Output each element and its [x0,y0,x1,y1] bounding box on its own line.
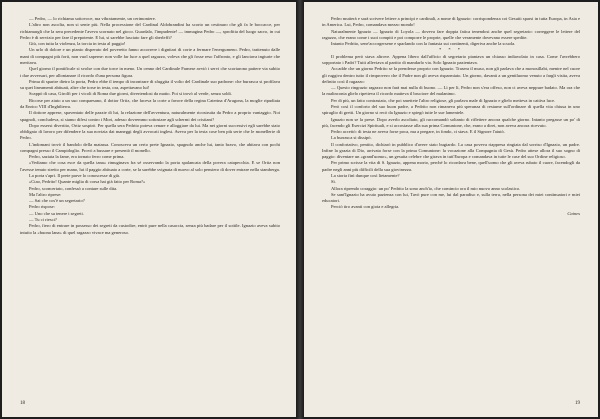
paragraph: Naturalmente Ignazio — Ignazio di Loyola — doveva fare doppia fatica tenendosi anche quel segretario: correggere le lettere del ragazzo, che erano come i suoi compiti e poi comporre le proprie, quelle che veramente dovevano essere spedite. [322,28,580,40]
paragraph: Pedro mutterà e sarà scrivere lettere a principi e cardinali, a nome di Ignazio: corrispondenza coi Gesuiti sparsi in tutta Europa, in Asia e in America. Lui, Pedro, comandava mezzo mondo! [322,16,580,28]
book-gutter [296,0,304,419]
paragraph: Accadde che un giorno Pedrito se la prendesse proprio con Ignazio. Trasera il muso, non gli parlava che a monosillabi, mentre nel cuore gli ruggiva dentro tutto il rimprovero che il Padre non gli aveva risparmiato. Un giorno, davanti a un gentiluomo venuto a fargli visita, aveva definito così il ragazzo: [322,66,580,84]
paragraph: Per primo scrisse la vita di S. Ignazio, appena morto, perché lo ricordava bene, quell'uomo che gli aveva rubato il cuore, facendogli da padre negli anni più difficili della sua giovinezza. [322,160,580,172]
paragraph: Un urlo di dolore e un pianto disperato del poveretto fanno accorrere i dignitari di corte a fermare l'energumeno. Pedro, trattenuto dalle mani di compagni più forti, non vuol saperne: non volle far luce a quel ragazzo, voleva che gli fosse reso l'affronto, e gli lanciava ingiurie che meritava. [20,47,280,65]
left-page-text [20,16,280,236]
paragraph: Per di più, un fatto contrastato, che poi smettete l'altro religiose, gli parlava male di Ignazio e glielo metteva in cattiva luce. [331,97,556,103]
paragraph: L'indomani trovò il bandolo della matassa. Conosceva un certo prete Ignazio, spagnolo anche lui, tanto bravo, che abitava con pochi compagni presso il Campidoglio. Provò a bussare e presentò il monello. [20,141,280,153]
paragraph: Pedro, fiero di entrare in possesso dei segreti da custodire, entrò pure nella casaccia, senza più badare per il sottile. Ignazio aveva subito intuito la «buona lana» di quel ragazzo vivace ma generoso. [20,223,280,235]
paragraph: L'altro non ascolta, non si sente più. Nella processione del Cardinal Aldobrandini ha scorto un cestinaro che gli fa le boccacce, per richiamargli che la sera precedente l'aveva scornato nel gioco. Guardalo, l'impudente! — immagina Pedro —, sprofitta del luogo sacro, in cui Pedro è di servizio per fare il prepotente. E lui, si sarebbe lasciato fare gli sberleffi? [20,22,280,40]
paragraph: Il dottore apprese, spaventato delle pazzie di lui, la relazione dell'avventura, naturalmente ricostruita da Pedro a proprio vantaggio. Noi spagnoli, concludeva, si siamo difesi contro i Mori, adesso dovremmo sottostare agli schermi dei cristiani? [20,110,280,122]
author-signature: Caines [567,210,580,216]
paragraph: Pedro, saziata la fame, era tornato ferro come prima. [29,154,125,160]
paragraph: Prima di sparire dietro la porta, Pedro ebbe il tempo di incontrare di sfuggita il volto del Cardinale suo padrone: che burrasca si profilava su quei lineamenti abituati, altre che torse in testa, ora, aspettavano lui! [20,78,280,91]
left-page [2,2,296,417]
paragraph: Pedro accettò: di testa ne aveva forse poca, ma a pregare, in fondo, ci stava. E il Signore l'aiutò. [331,129,505,135]
paragraph: Sì. [331,179,336,185]
paragraph: Pedro, sconcertato, confessò a contare sulle dita. [29,185,118,191]
right-page-text [322,16,580,217]
paragraph: Scappò di casa, Girolfi per i vicoli di Roma due giorni, divertendosi da matto. Poi si trovò al verde, senza soldi. [29,91,232,97]
paragraph: Perciò tiro avanti con gioia e allegria. [331,204,400,210]
section-divider: * * * [438,47,464,53]
paragraph: — Sai che cos'è un segretario? [29,198,85,204]
paragraph: Quel giorno il pontificale si svolse con due torce in meno. Un cenno del Cardinale Farnese avviò i servi che scortarono pattere via subito i due avversari, per allontanare il ricordo d'una persona figura. [20,66,280,78]
paragraph: Pedro rispose: [29,204,55,210]
left-page-number: 18 [20,401,25,406]
right-page [304,2,598,417]
paragraph: La porta s'aprì. Il prete parve lo conoscesse di già. [29,173,121,179]
paragraph: Ma l'altro riprese: [29,191,62,197]
paragraph: — Questo ringrazio ragazzo non farà mai nulla di buono. — Lì per lì, Pedro non s'era offeso, non ci aveva neppure badato. Ma ora che la malinconia glielo ripetteva il ricordo matteva il bruciore del malanimo. [322,85,580,97]
paragraph: «Vediamo che cosa esce da quella tana» rimuginava fra sé osservando la porta spalancata della povera catapecchia. E se Ortiz non l'avesse tenuto stretto per mano, lui il paggio abituato a corte, se la sarebbe svignata di nuovo al solo pensiero di dover entrare nella stamberga. [20,160,280,172]
paragraph: Dopo essersi divertito, Ortiz sospirò. Per quella sera Pedrito poteva cenare e alloggiare da lui. Ma nei giorni successivi egli sarebbe stato obbligato di lavoro per difendere la sua novizia dai maneggi degli avvocati inglesi. Aveva per la testa cose ben più serie che le monellerie di Pedro. [20,122,280,141]
right-page-number: 19 [575,401,580,406]
paragraph: «Ciao, Pedrito! Quante miglia di corsa hai già fatto per Roma?» [29,179,146,185]
paragraph: Il problema però stava altrove. Appena libero dall'ufficio di segretario piantava un chiasso indiavolato in casa. Come l'avrebbero sopportato i Padri? Tutti alleviava al partito di mandarlo via. Solo Ignazio pazientava. [322,53,580,65]
paragraph: Giù, con tutta la violenza, la torcia in testa al paggio! [29,41,126,47]
paragraph: La burrasca si dissipò. [331,135,372,141]
paragraph: Il confortativo, pentito, dichiarò in pubblico d'avere stato bugiardo. La casa poveva riappresa ringiata dal sorriso d'Ignazio, un padre. Infine la grazia di Dio, arrivata forse con la prima Comunione: la vocazione alla Compagnia di Gesù. Pedro attese allora il suo sogno di paggio: diventare un «grand'uomo», un gesuita celebre che girava in tutt'Europa e comandava in tutte le case del suo Ordine religioso. [322,141,580,160]
paragraph: Se sant'Ignazio ha avuto pazienza con lui, Tavò pure con me, lui dal paradiso e, sulla terra, nella persona dei miei continuatori e miei educatori. [322,191,580,204]
paragraph: — Pedro, — lo richiama sottovoce, ma vibratamente, un cerimoniere. [29,16,156,21]
paragraph: — Uno che sa tenere i segreti. [29,210,84,216]
paragraph: Però così il conforto del suo buon padre, a Pedrito non rimaneva più speranza di restarne sull'ordinare di quella vita chiusa in uno spiraglio di gretti. Un giorno si recò da Ignazio e spiegò tutte le sue lamentele. [322,103,580,116]
paragraph: Ricorse per aiuto a un suo compaesano, il dottor Ortiz, che faceva la corte a favore della regina Caterina d'Aragona, la moglie ripudiata da Enrico VIII d'Inghilterra. [20,97,280,109]
paragraph: La storia finì dunque così lietamente? [331,173,400,179]
paragraph: Intanto Pedrito, sene'accorgersene e sparlando con la fantasia sui continenti, digeriva anche la scuola. [331,41,516,47]
paragraph: — Tu ci riesci? [29,217,57,222]
paragraph: Allora riprendo coraggio: un po' Pedrito la sono anch'io, che comincio ora il mio nuovo anno scolastico. [331,185,521,191]
paragraph: Ignazio non se la prese. Dopo averlo ascoltato, gli raccomandò soltanto di riflettere ancora qualche giorno. Intanto pregasse un po' di più, facendo gli Esercizi Spirituali, e si accostasse alla sua prima Comunione, che, erano a direi, non aveva ancora ricevuto. [322,116,580,128]
